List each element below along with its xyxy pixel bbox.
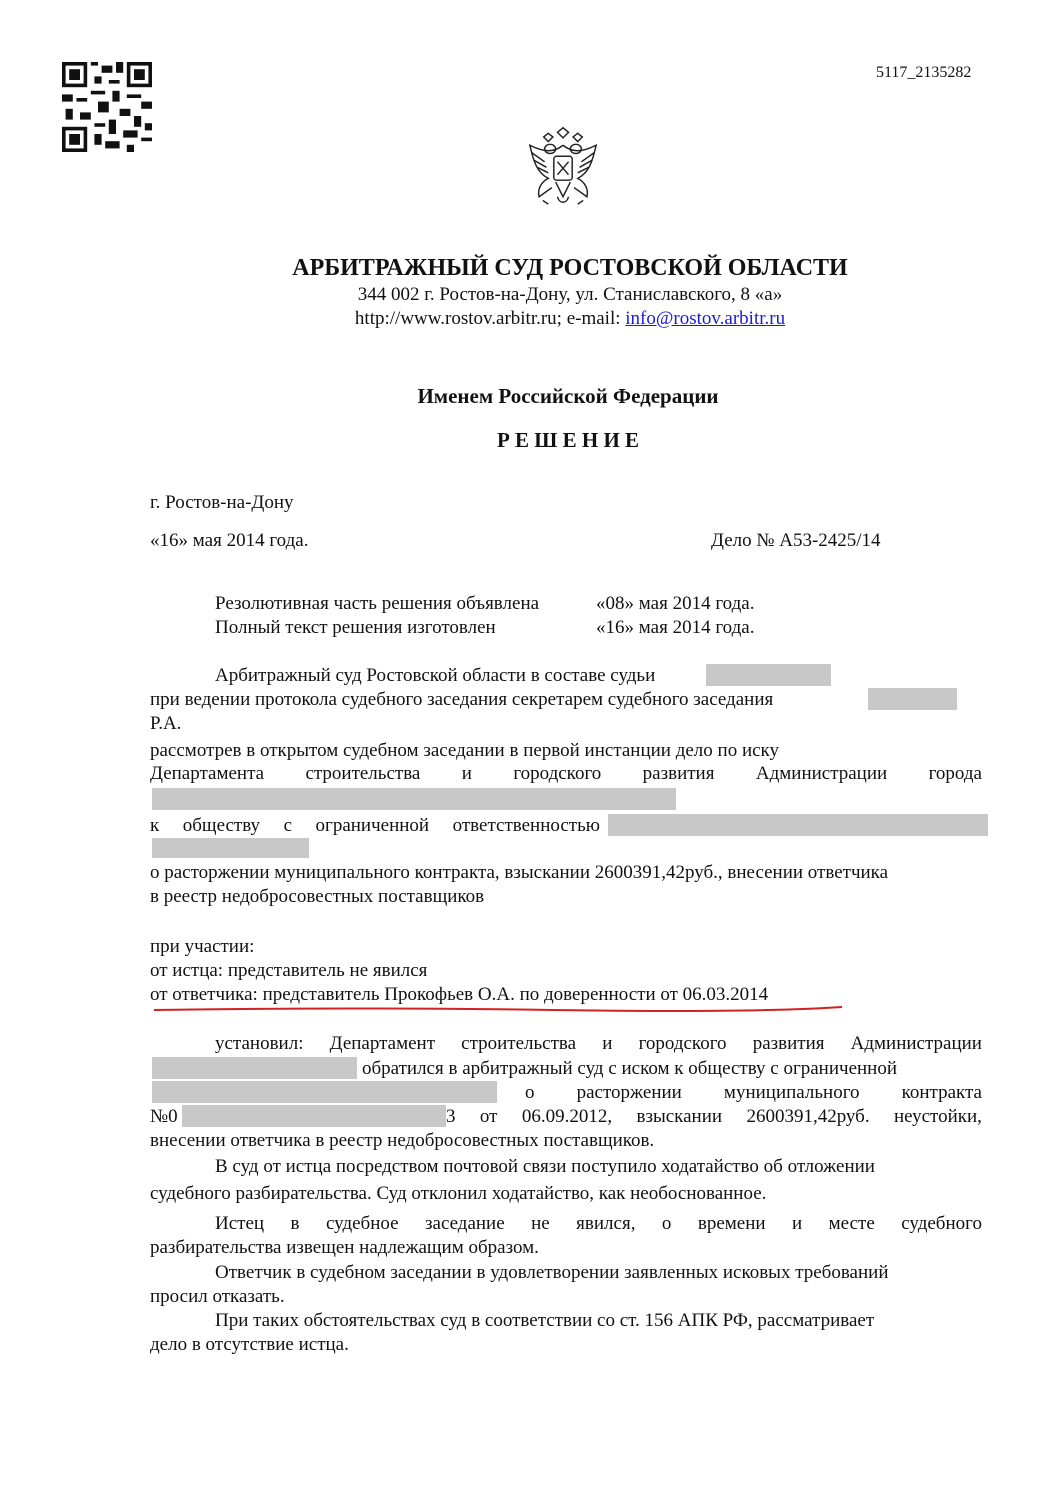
word: 2600391,42руб. — [746, 1106, 870, 1127]
court-name: АРБИТРАЖНЫЙ СУД РОСТОВСКОЙ ОБЛАСТИ — [292, 255, 848, 281]
word: развития — [752, 1033, 825, 1054]
word: обществу — [182, 815, 261, 836]
body-p1-line-4 — [446, 1106, 982, 1128]
word: о — [661, 1213, 672, 1234]
word: не — [531, 1213, 550, 1234]
contract-number-prefix: №0 — [150, 1106, 178, 1127]
word: заседание — [425, 1213, 505, 1234]
word: явился, — [576, 1213, 636, 1234]
word: о — [525, 1082, 535, 1103]
redaction-defendant-3 — [152, 1081, 497, 1103]
intro-line-2: при ведении протокола судебного заседания секретарем судебного заседания — [150, 689, 774, 710]
intro-line-7: о расторжении муниципального контракта, взыскании 2600391,42руб., внесении ответчика — [150, 862, 889, 883]
word: городского — [638, 1033, 727, 1054]
intro-line-6 — [150, 815, 600, 837]
fulltext-label: Полный текст решения изготовлен — [215, 617, 496, 638]
word: и — [602, 1033, 613, 1054]
word: от — [479, 1106, 498, 1127]
word: Администрации — [755, 763, 888, 784]
plaintiff-participation: от истца: представитель не явился — [150, 960, 428, 981]
redaction-secretary — [868, 688, 957, 710]
word: и — [461, 763, 472, 784]
decision-title: Р Е Ш Е Н И Е — [496, 428, 640, 452]
intro-line-1: Арбитражный суд Ростовской области в составе судьи — [215, 665, 656, 686]
coat-of-arms-emblem — [517, 125, 609, 217]
decision-date: «16» мая 2014 года. — [150, 530, 309, 551]
red-underline-mark — [152, 1004, 844, 1014]
body-p1-line-2: обратился в арбитражный суд с иском к обществу с ограниченной — [362, 1058, 898, 1079]
court-website: http://www.rostov.arbitr.ru; e-mail: — [354, 308, 626, 329]
resolution-date: «08» мая 2014 года. — [596, 593, 755, 614]
word: месте — [828, 1213, 875, 1234]
place-of-decision: г. Ростов-на-Дону — [150, 492, 294, 513]
court-email-link[interactable]: info@rostov.arbitr.ru — [625, 308, 786, 329]
intro-line-3: Р.А. — [150, 713, 182, 734]
body-p2-line-2: судебного разбирательства. Суд отклонил ходатайство, как необоснованное. — [150, 1183, 767, 1204]
redaction-city — [152, 788, 676, 810]
court-address: 344 002 г. Ростов-на-Дону, ул. Станиславского, 8 «а» — [357, 284, 783, 305]
body-p2-line-1: В суд от истца посредством почтовой связи поступило ходатайство об отложении — [215, 1156, 875, 1177]
word: Департамента — [150, 763, 265, 784]
word: судебное — [325, 1213, 399, 1234]
resolution-label: Резолютивная часть решения объявлена — [215, 593, 540, 614]
court-contacts — [0, 308, 1060, 330]
in-name-heading: Именем Российской Федерации — [417, 384, 719, 408]
word: неустойки, — [894, 1106, 982, 1127]
redaction-defendant-1 — [608, 814, 988, 836]
word: Администрации — [850, 1033, 982, 1054]
word: развития — [642, 763, 715, 784]
body-p5-line-2: дело в отсутствие истца. — [150, 1334, 349, 1355]
word: Истец — [215, 1213, 265, 1234]
redaction-defendant-2 — [152, 838, 309, 858]
intro-line-4: рассмотрев в открытом судебном заседании в первой инстанции дело по иску — [150, 740, 780, 761]
body-p1-line-3 — [525, 1082, 982, 1104]
word: строительства — [305, 763, 421, 784]
qr-code-image — [62, 62, 152, 152]
defendant-participation: от ответчика: представитель Прокофьев О.А. по доверенности от 06.03.2014 — [150, 984, 769, 1005]
word: муниципального — [723, 1082, 860, 1103]
redaction-judge — [706, 664, 831, 686]
fulltext-date: «16» мая 2014 года. — [596, 617, 755, 638]
word: Департамент — [329, 1033, 435, 1054]
word: судебного — [901, 1213, 982, 1234]
word: 3 — [446, 1106, 456, 1127]
redaction-contract-number — [182, 1105, 446, 1127]
intro-line-5 — [150, 763, 982, 785]
word: в — [290, 1213, 300, 1234]
redaction-city-2 — [152, 1057, 357, 1079]
word: и — [792, 1213, 803, 1234]
participation-heading: при участии: — [150, 936, 255, 957]
intro-line-8: в реестр недобросовестных поставщиков — [150, 886, 485, 907]
body-p1-line-5: внесении ответчика в реестр недобросовестных поставщиков. — [150, 1130, 655, 1151]
body-p5-line-1: При таких обстоятельствах суд в соответствии со ст. 156 АПК РФ, рассматривает — [215, 1310, 875, 1331]
word: ответственностью — [452, 815, 600, 836]
word: города — [928, 763, 982, 784]
word: установил: — [215, 1033, 304, 1054]
body-p3-line-1 — [215, 1213, 982, 1235]
word: с — [283, 815, 292, 836]
word: городского — [513, 763, 602, 784]
body-p1-line-1 — [215, 1033, 982, 1055]
word: контракта — [901, 1082, 982, 1103]
body-p4-line-2: просил отказать. — [150, 1286, 285, 1307]
word: строительства — [461, 1033, 577, 1054]
word: ограниченной — [315, 815, 430, 836]
body-p3-line-2: разбирательства извещен надлежащим образом. — [150, 1237, 539, 1258]
case-number: Дело № А53-2425/14 — [711, 530, 881, 551]
word: 06.09.2012, — [521, 1106, 613, 1127]
document-id: 5117_2135282 — [876, 64, 972, 81]
word: к — [150, 815, 160, 836]
body-p4-line-1: Ответчик в судебном заседании в удовлетворении заявленных исковых требований — [215, 1262, 889, 1283]
word: взыскании — [636, 1106, 723, 1127]
word: времени — [697, 1213, 766, 1234]
word: расторжении — [576, 1082, 682, 1103]
